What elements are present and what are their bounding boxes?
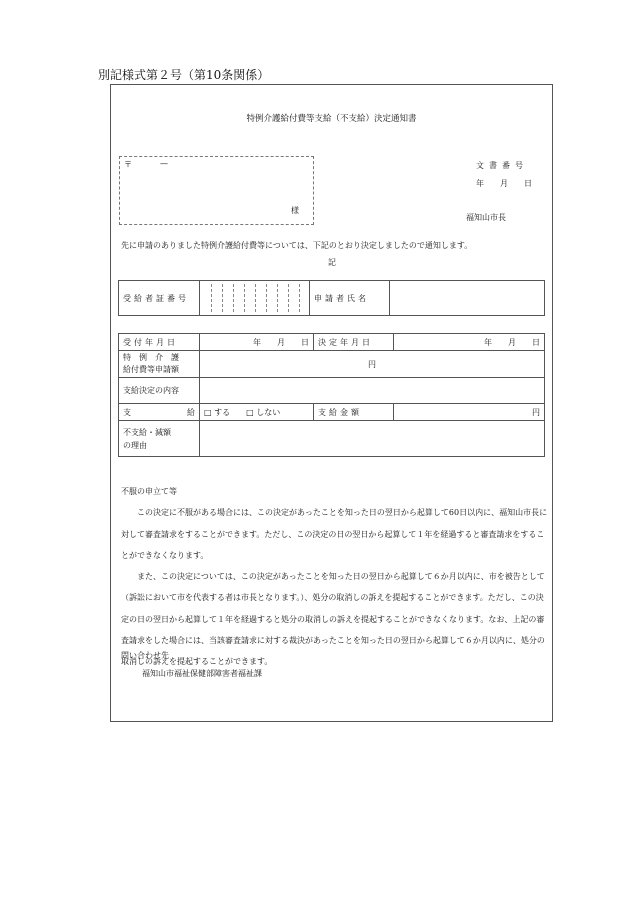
appeal-notes: [121, 481, 551, 673]
recipient-number-field[interactable]: [200, 281, 310, 316]
honorific-sama: 様: [291, 206, 299, 215]
payment-amount-label: 支給金額: [314, 404, 394, 421]
claim-amount-label: [119, 351, 200, 378]
digit-divider: [299, 284, 300, 312]
receipt-date-field[interactable]: 年 月 日: [200, 334, 314, 351]
digit-divider: [222, 284, 223, 312]
appeal-heading: 不服の申立て等: [121, 487, 177, 496]
form-number-label: 別記様式第２号（第10条関係）: [98, 68, 270, 82]
recipient-table: [118, 280, 545, 316]
payment-label-left: 支: [123, 407, 131, 417]
claim-amount-field[interactable]: 円: [200, 351, 545, 378]
digit-divider: [211, 284, 212, 312]
appeal-paragraph-2: また、この決定については、この決定があったことを知った日の翌日から起算して６か月以内に、市を被告として（訴訟において市を代表する者は市長となります。）、処分の取消しの訴えを提起することができます。ただし、この決定の日の翌日から起算して１年を経過すると処分の取消しの訴えを提起することができなくなります。なお、上記の審査請求をした場合には、当該審査請求に対する裁決があったことを知った日の翌日から起算して６か月以内に、処分の取消しの訴えを提起することができます。: [121, 572, 545, 667]
issue-date: 年 月 日: [476, 179, 532, 188]
payment-label: [119, 404, 200, 421]
document-number-label: 文書番号: [476, 161, 528, 170]
claim-label-line1: 特 例 介 護: [123, 353, 179, 362]
inquiry-department: 福知山市福祉保健部障害者福祉課: [142, 669, 262, 678]
digit-divider: [244, 284, 245, 312]
intro-text: 先に申請のありました特例介護給付費等については、下記のとおり決定しましたので通知します。: [121, 241, 473, 250]
claim-label-line2: 給付費等申請額: [123, 365, 179, 374]
digit-divider: [277, 284, 278, 312]
decision-date-label: 決定年月日: [314, 334, 394, 351]
payment-options[interactable]: □ する □ しない: [200, 404, 314, 421]
payment-amount-field[interactable]: 円: [394, 404, 545, 421]
applicant-name-field[interactable]: [390, 281, 545, 316]
postal-mark: 〒: [124, 160, 132, 169]
digit-divider: [288, 284, 289, 312]
recipient-number-label: 受給者証番号: [119, 281, 200, 316]
decision-date-field[interactable]: 年 月 日: [394, 334, 545, 351]
decision-table: [118, 333, 545, 457]
ki-heading: 記: [328, 258, 336, 267]
receipt-date-label: 受付年月日: [119, 334, 200, 351]
issuer-name: 福知山市長: [466, 213, 506, 222]
digit-divider: [266, 284, 267, 312]
reason-field[interactable]: [200, 421, 545, 457]
applicant-name-label: 申請者氏名: [310, 281, 390, 316]
payment-label-right: 給: [187, 407, 195, 417]
digit-divider: [255, 284, 256, 312]
appeal-paragraph-1: この決定に不服がある場合には、この決定があったことを知った日の翌日から起算して60日以内に、福知山市長に対して審査請求をすることができます。ただし、この決定の日の翌日から起算して１年を経過すると審査請求をすることができなくなります。: [121, 508, 548, 560]
digit-divider: [233, 284, 234, 312]
inquiry-label: 問い合わせ先: [121, 651, 169, 660]
address-box: [119, 156, 314, 225]
reason-label: [119, 421, 200, 457]
decision-content-label: 支給決定の内容: [119, 378, 200, 404]
decision-content-field[interactable]: [200, 378, 545, 404]
reason-label-line1: 不支給・減額: [123, 427, 171, 437]
document-title: 特例介護給付費等支給（不支給）決定通知書: [246, 114, 417, 124]
reason-label-line2: の理由: [123, 440, 147, 450]
postal-dash: —: [160, 159, 168, 168]
